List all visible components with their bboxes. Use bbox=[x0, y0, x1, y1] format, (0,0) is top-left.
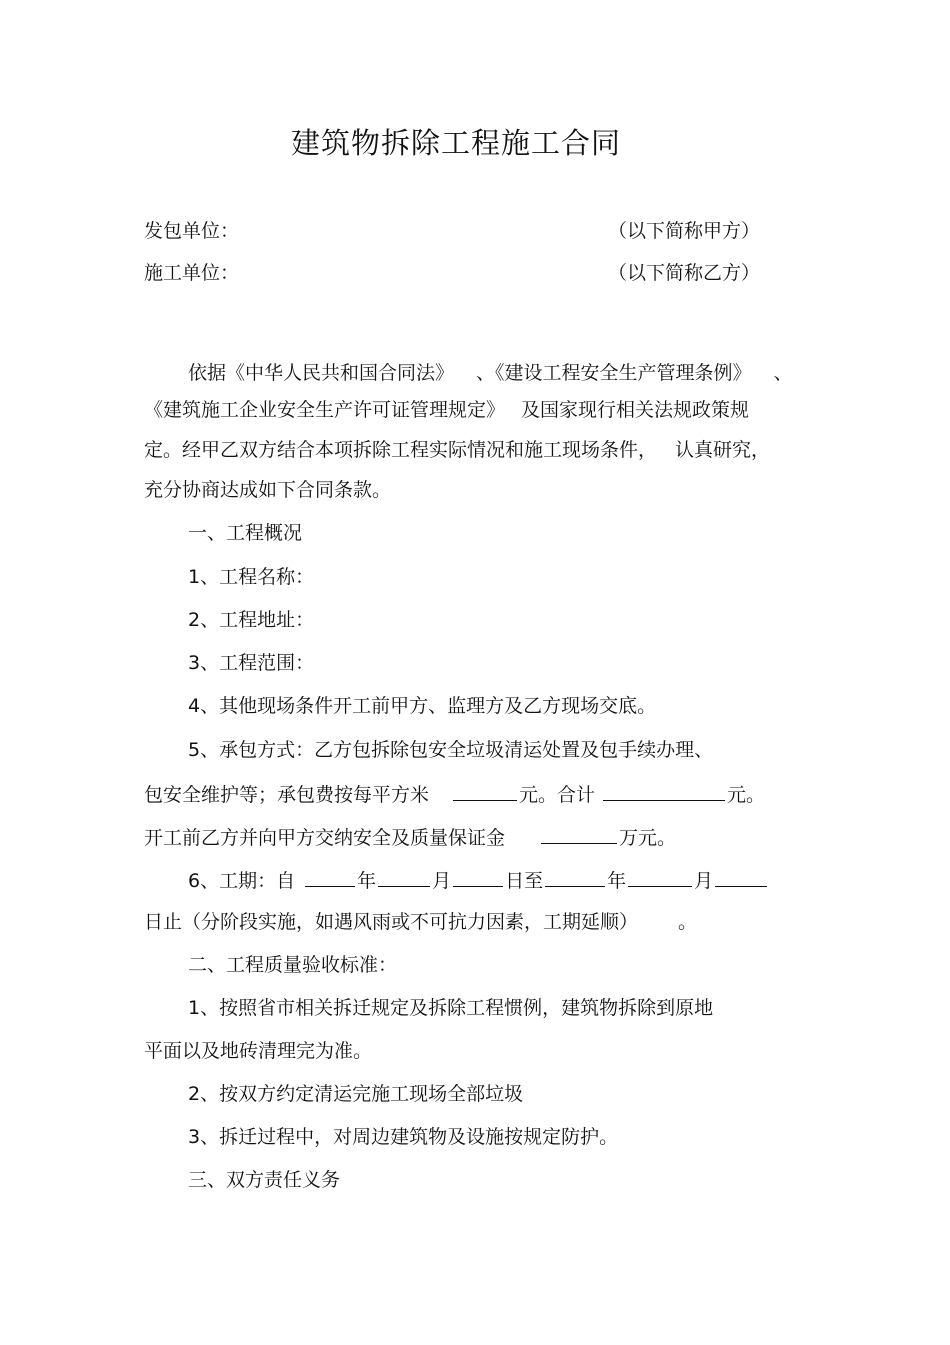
section-2-heading: 二、工程质量验收标准： bbox=[188, 954, 398, 976]
total-label: 合计 bbox=[557, 784, 596, 806]
end-year-label: 年 bbox=[607, 870, 627, 892]
quality-standard-1-line-2: 平面以及地砖清理完为准。 bbox=[144, 1040, 373, 1062]
total-unit: 元。 bbox=[727, 784, 766, 806]
builder-label: 施工单位： bbox=[144, 262, 240, 284]
quality-standard-2: 2、按双方约定清运完施工现场全部垃圾 bbox=[188, 1083, 524, 1105]
total-amount-blank[interactable] bbox=[603, 781, 725, 801]
unit-price-blank[interactable] bbox=[453, 781, 517, 801]
quality-standard-3: 3、拆迁过程中，对周边建筑物及设施按规定防护。 bbox=[188, 1126, 619, 1148]
intro-line-3 bbox=[144, 438, 770, 462]
intro-ref-contract-law: 依据《中华人民共和国合同法》 bbox=[188, 362, 455, 384]
site-conditions-item: 4、其他现场条件开工前甲方、监理方及乙方现场交底。 bbox=[188, 695, 657, 717]
project-address-item: 2、工程地址： bbox=[188, 609, 315, 631]
start-day-label: 日至 bbox=[505, 870, 544, 892]
intro-line-end: 、 bbox=[773, 362, 793, 384]
quality-standard-1-line-1: 1、按照省市相关拆迁规定及拆除工程惯例，建筑物拆除到原地 bbox=[188, 997, 714, 1019]
contractor-label: 发包单位： bbox=[144, 220, 240, 242]
start-day-blank[interactable] bbox=[453, 867, 503, 887]
end-year-blank[interactable] bbox=[545, 867, 605, 887]
deposit-label: 开工前乙方并向甲方交纳安全及质量保证金 bbox=[144, 827, 506, 849]
contract-method-line-3 bbox=[144, 824, 676, 850]
intro-line-2-tail: 及国家现行相关法规政策规 bbox=[521, 399, 750, 421]
intro-line-3-tail: 认真研究， bbox=[675, 439, 771, 461]
construction-period-line-2 bbox=[144, 910, 697, 934]
section-3-heading: 三、双方责任义务 bbox=[188, 1169, 341, 1191]
period-end-mark: 。 bbox=[678, 911, 698, 933]
construction-period-line-1 bbox=[188, 867, 769, 893]
intro-separator: 、 bbox=[476, 362, 496, 384]
builder-note: （以下简称乙方） bbox=[608, 262, 761, 284]
intro-line-4: 充分协商达成如下合同条款。 bbox=[144, 479, 392, 501]
intro-ref-safety-regulation: 《建设工程安全生产管理条例》 bbox=[495, 362, 752, 384]
project-name-item: 1、工程名称： bbox=[188, 566, 315, 588]
deposit-amount-blank[interactable] bbox=[541, 824, 617, 844]
intro-ref-permit-rules: 《建筑施工企业安全生产许可证管理规定》 bbox=[144, 399, 506, 421]
period-prefix: 6、工期：自 bbox=[188, 870, 296, 892]
page-title: 建筑物拆除工程施工合同 bbox=[290, 126, 621, 160]
section-1-heading: 一、工程概况 bbox=[188, 522, 303, 544]
contractor-note: （以下简称甲方） bbox=[608, 220, 761, 242]
intro-line-2 bbox=[144, 398, 749, 422]
start-year-blank[interactable] bbox=[305, 867, 355, 887]
unit-price-unit: 元。 bbox=[519, 784, 558, 806]
deposit-unit: 万元。 bbox=[619, 827, 677, 849]
end-month-blank[interactable] bbox=[628, 867, 692, 887]
start-month-label: 月 bbox=[432, 870, 452, 892]
contract-method-line-1: 5、承包方式：乙方包拆除包安全垃圾清运处置及包手续办理、 bbox=[188, 739, 714, 761]
unit-price-label: 包安全维护等；承包费按每平方米 bbox=[144, 784, 430, 806]
intro-line-3-head: 定。经甲乙双方结合本项拆除工程实际情况和施工现场条件， bbox=[144, 439, 658, 461]
start-month-blank[interactable] bbox=[378, 867, 430, 887]
intro-line-1 bbox=[188, 361, 793, 385]
period-end-text: 日止（分阶段实施，如遇风雨或不可抗力因素，工期延顺） bbox=[144, 911, 639, 933]
start-year-label: 年 bbox=[357, 870, 377, 892]
end-day-blank[interactable] bbox=[715, 867, 767, 887]
project-scope-item: 3、工程范围： bbox=[188, 652, 315, 674]
end-month-label: 月 bbox=[694, 870, 714, 892]
contract-method-line-2 bbox=[144, 781, 765, 807]
